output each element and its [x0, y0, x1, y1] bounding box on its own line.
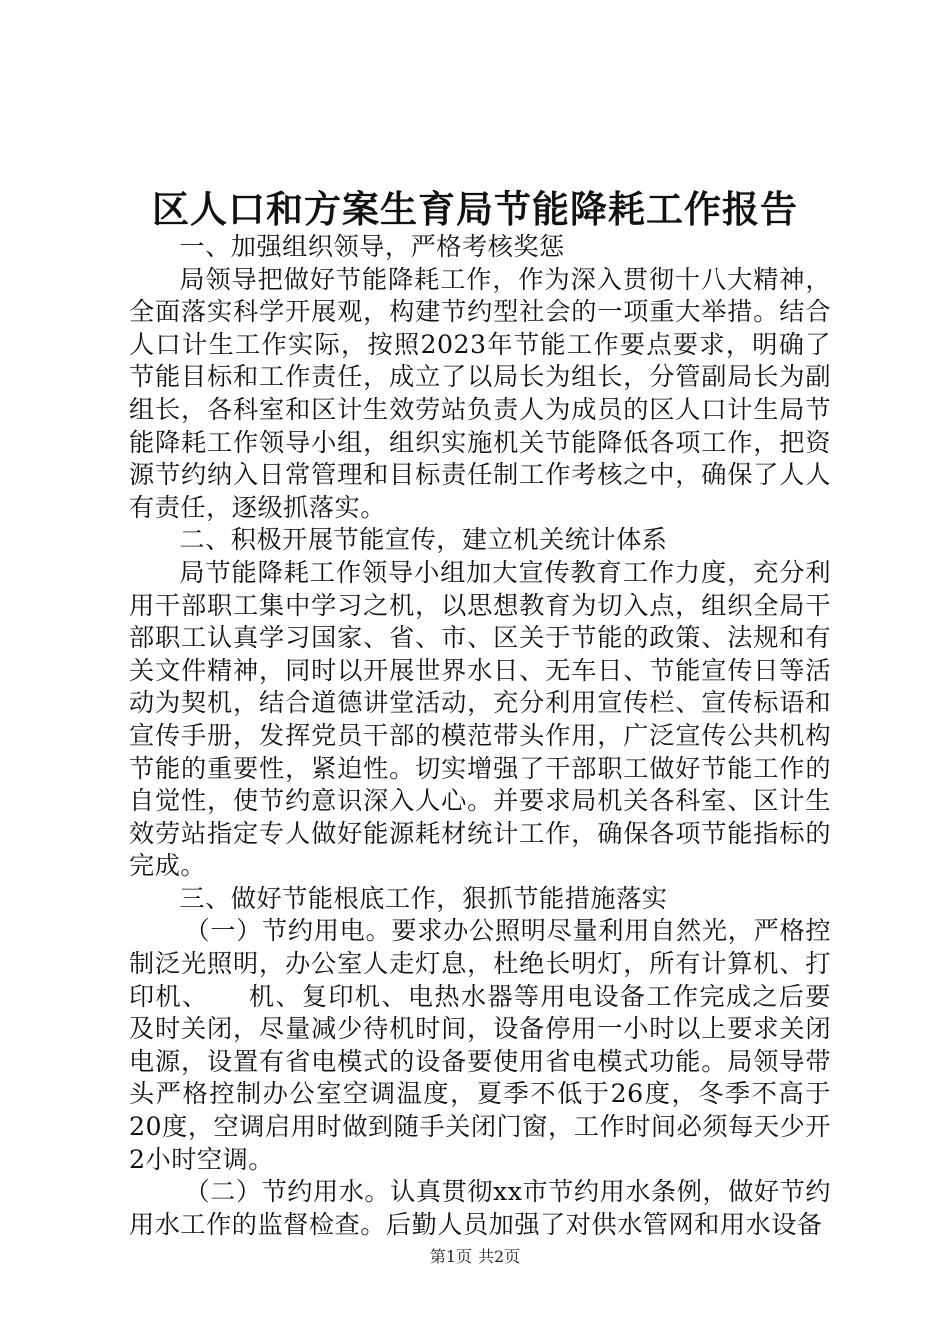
section-heading-1: 一、加强组织领导，严格考核奖惩 [179, 232, 565, 261]
paragraph-3-water: （二）节约用水。认真贯彻xx市节约用水条例，做好节约用水工作的监督检查。后勤人员加强了对供水管网和用水设备 [129, 1177, 831, 1239]
page-number: 第1页 [429, 1247, 472, 1266]
document-title: 区人口和方案生育局节能降耗工作报告 [152, 187, 798, 231]
page-total: 共2页 [478, 1247, 521, 1266]
paragraph-2: 局节能降耗工作领导小组加大宣传教育工作力度，充分利用干部职工集中学习之机，以思想教育为切入点，组织全局干部职工认真学习国家、省、市、区关于节能的政策、法规和有关文件精神，同时以开展世界水日、无车日、节能宣传日等活动为契机，结合道德讲堂活动，充分利用宣传栏、宣传标语和宣传手册，发挥党员干部的模范带头作用，广泛宣传公共机构节能的重要性，紧迫性。切实增强了干部职工做好节能工作的自觉性，使节约意识深入人心。并要求局机关各科室、区计生效劳站指定专人做好能源耗材统计工作，确保各项节能指标的完成。 [129, 557, 831, 881]
section-heading-3: 三、做好节能根底工作，狠抓节能措施落实 [179, 883, 668, 913]
paragraph-3-electricity: （一）节约用电。要求办公照明尽量利用自然光，严格控制泛光照明，办公室人走灯息，杜绝长明灯，所有计算机、打印机、 机、复印机、电热水器等用电设备工作完成之后要及时关闭，尽量减少待机时间，设备停用一小时以上要求关闭电源，设置有省电模式的设备要使用省电模式功能。局领导带头严格控制办公室空调温度，夏季不低于26度，冬季不高于20度，空调启用时做到随手关闭门窗，工作时间必须每天少开2小时空调。 [129, 916, 831, 1174]
page-footer [0, 1245, 950, 1269]
paragraph-1: 局领导把做好节能降耗工作，作为深入贯彻十八大精神，全面落实科学开展观，构建节约型社会的一项重大举措。结合人口计生工作实际，按照2023年节能工作要点要求，明确了节能目标和工作责任，成立了以局长为组长，分管副局长为副组长，各科室和区计生效劳站负责人为成员的区人口计生局节能降耗工作领导小组，组织实施机关节能降低各项工作，把资源节约纳入日常管理和目标责任制工作考核之中，确保了人人有责任，逐级抓落实。 [129, 264, 831, 522]
document-body [129, 231, 831, 1241]
section-heading-2: 二、积极开展节能宣传，建立机关统计体系 [179, 525, 668, 555]
